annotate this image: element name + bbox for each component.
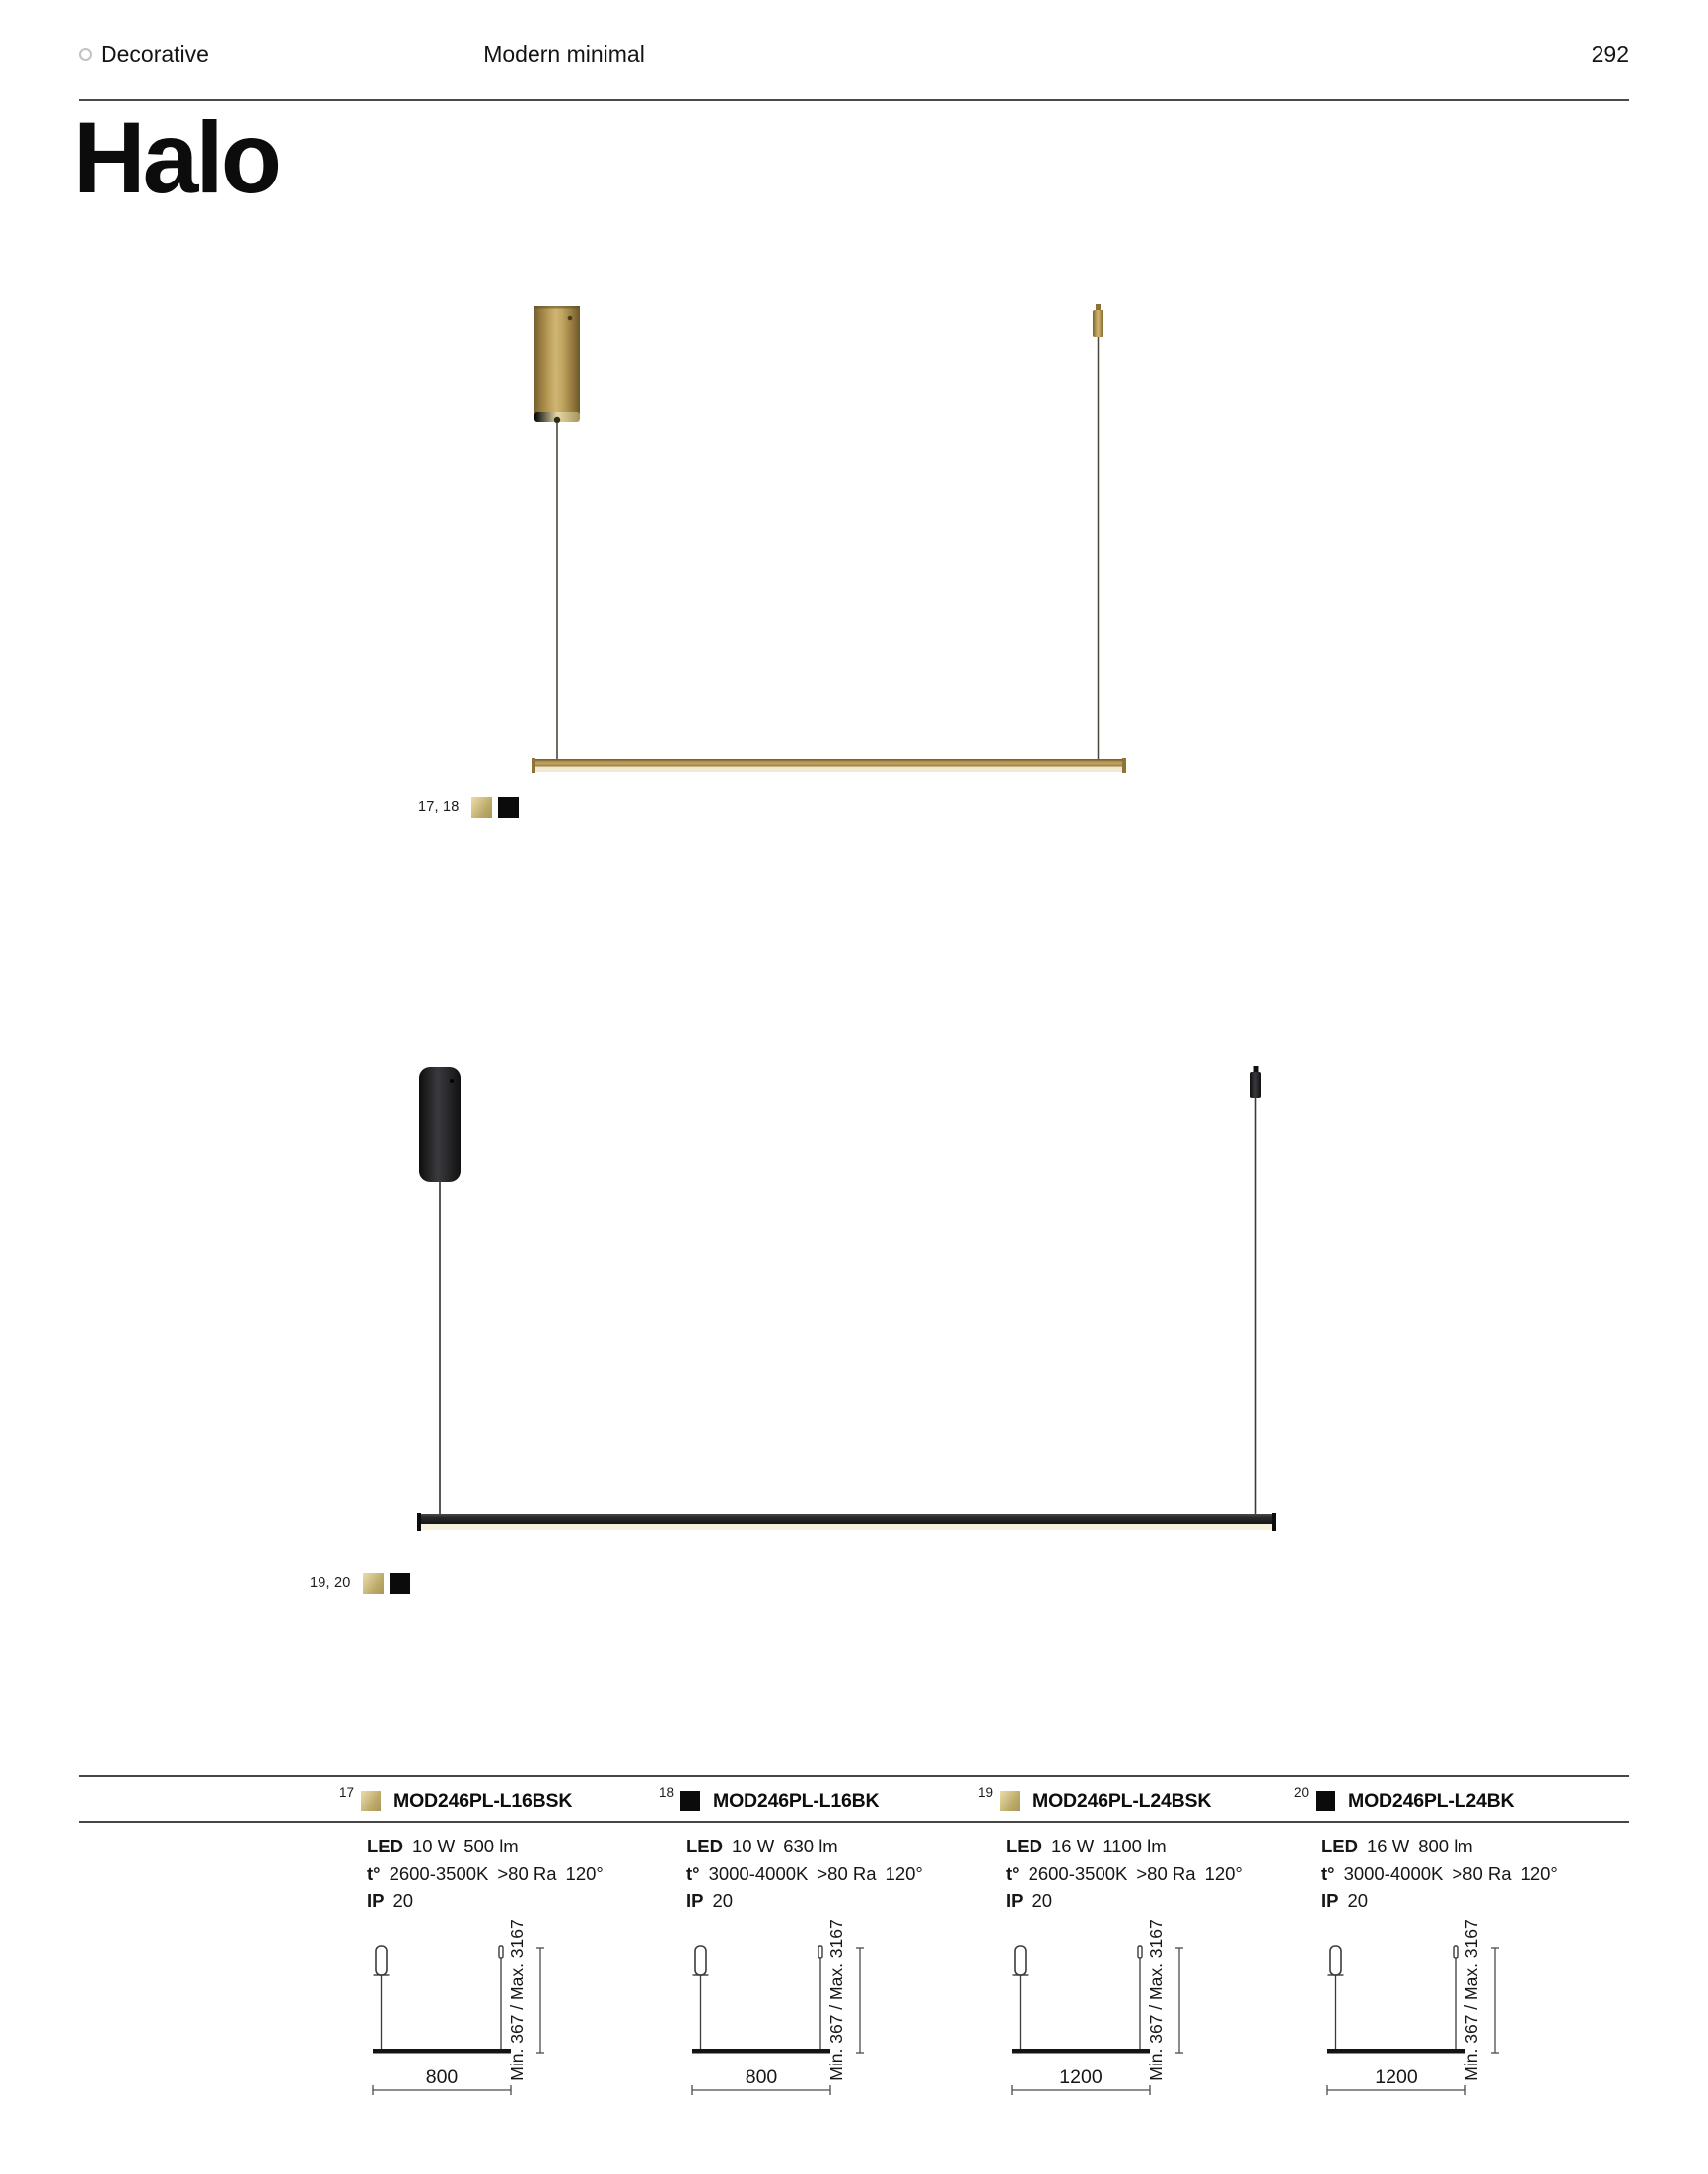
category-label: Decorative <box>101 41 209 67</box>
variant-index: 19 <box>978 1785 994 1800</box>
variant-numbers: 17, 18 <box>418 799 460 815</box>
diagram-bar <box>1327 2049 1465 2054</box>
spec-led: LED 16 W 800 lm <box>1321 1836 1473 1856</box>
spec-ip: IP 20 <box>1006 1890 1053 1911</box>
finish-swatch-black <box>390 1573 410 1594</box>
product-photo-brass-pendant <box>345 197 1174 848</box>
variant-row-black-photo <box>310 1571 410 1595</box>
product-header <box>978 1781 1211 1821</box>
dim-width-label: 1200 <box>1375 2066 1418 2088</box>
collection-label: Modern minimal <box>483 41 645 67</box>
finish-swatch-black <box>680 1791 700 1811</box>
product-specs <box>1321 1833 1558 1915</box>
spec-temp: t° 2600-3500K >80 Ra 120° <box>1006 1862 1243 1884</box>
diagram-pin <box>818 1946 822 1958</box>
finish-swatch-black <box>498 797 519 818</box>
product-photo-black-pendant <box>296 1026 1341 1598</box>
spec-temp: t° 3000-4000K >80 Ra 120° <box>1321 1862 1558 1884</box>
finish-swatch-black <box>1316 1791 1335 1811</box>
product-code: MOD246PL-L16BK <box>713 1789 880 1812</box>
finish-swatch-brass <box>1000 1791 1020 1811</box>
spec-led: LED 10 W 630 lm <box>686 1836 838 1856</box>
diagram-canopy <box>1015 1946 1026 1975</box>
dimension-diagram <box>1008 1920 1245 2108</box>
spec-ip: IP 20 <box>686 1890 734 1911</box>
spec-ip: IP 20 <box>1321 1890 1369 1911</box>
product-code: MOD246PL-L24BK <box>1348 1789 1515 1812</box>
product-specs <box>367 1833 604 1915</box>
page-number: 292 <box>1591 41 1629 67</box>
spec-divider-mid <box>79 1821 1629 1823</box>
canopy-screw <box>450 1079 454 1083</box>
brass-canopy <box>534 306 580 414</box>
dimension-diagram <box>688 1920 925 2108</box>
spec-led: LED 10 W 500 lm <box>367 1836 519 1856</box>
suspension-range-label: Min. 367 / Max. 3167 <box>826 1920 846 2081</box>
dimension-diagram <box>369 1920 605 2108</box>
diagram-pin <box>1138 1946 1142 1958</box>
variant-numbers: 19, 20 <box>310 1575 351 1591</box>
diagram-canopy <box>1330 1946 1341 1975</box>
product-header <box>1294 1781 1514 1821</box>
dim-width-label: 800 <box>425 2066 459 2088</box>
variant-index: 18 <box>659 1785 675 1800</box>
spec-temp: t° 2600-3500K >80 Ra 120° <box>367 1862 604 1884</box>
page-title: Halo <box>73 102 280 214</box>
lit-diffuser <box>534 767 1124 773</box>
spec-divider-top <box>79 1775 1629 1777</box>
suspension-range-label: Min. 367 / Max. 3167 <box>1146 1920 1166 2081</box>
diagram-canopy <box>695 1946 706 1975</box>
dimension-diagram <box>1323 1920 1560 2108</box>
header-divider <box>79 99 1629 101</box>
diagram-bar <box>692 2049 830 2054</box>
product-header <box>339 1781 572 1821</box>
suspension-range-label: Min. 367 / Max. 3167 <box>1461 1920 1481 2081</box>
finish-swatch-brass <box>363 1573 384 1594</box>
lit-diffuser <box>419 1524 1274 1530</box>
black-light-bar <box>419 1514 1274 1524</box>
finish-swatch-brass <box>471 797 492 818</box>
product-code: MOD246PL-L24BSK <box>1032 1789 1212 1812</box>
diagram-bar <box>373 2049 511 2054</box>
suspension-range-label: Min. 367 / Max. 3167 <box>507 1920 527 2081</box>
variant-index: 17 <box>339 1785 355 1800</box>
variant-row-brass-photo <box>418 795 519 819</box>
black-canopy <box>419 1067 461 1182</box>
spec-ip: IP 20 <box>367 1890 414 1911</box>
brass-light-bar <box>534 759 1124 767</box>
product-code: MOD246PL-L16BSK <box>393 1789 573 1812</box>
diagram-canopy <box>376 1946 387 1975</box>
product-header <box>659 1781 879 1821</box>
variant-index: 20 <box>1294 1785 1310 1800</box>
ceiling-pin-right <box>1093 310 1103 337</box>
diagram-bar <box>1012 2049 1150 2054</box>
spec-temp: t° 3000-4000K >80 Ra 120° <box>686 1862 923 1884</box>
diagram-pin <box>499 1946 503 1958</box>
dim-width-label: 1200 <box>1059 2066 1103 2088</box>
product-specs <box>1006 1833 1243 1915</box>
product-specs <box>686 1833 923 1915</box>
ceiling-pin-right <box>1250 1072 1261 1098</box>
diagram-pin <box>1454 1946 1458 1958</box>
finish-swatch-brass <box>361 1791 381 1811</box>
dim-width-label: 800 <box>745 2066 778 2088</box>
canopy-screw <box>568 316 573 321</box>
spec-led: LED 16 W 1100 lm <box>1006 1836 1167 1856</box>
